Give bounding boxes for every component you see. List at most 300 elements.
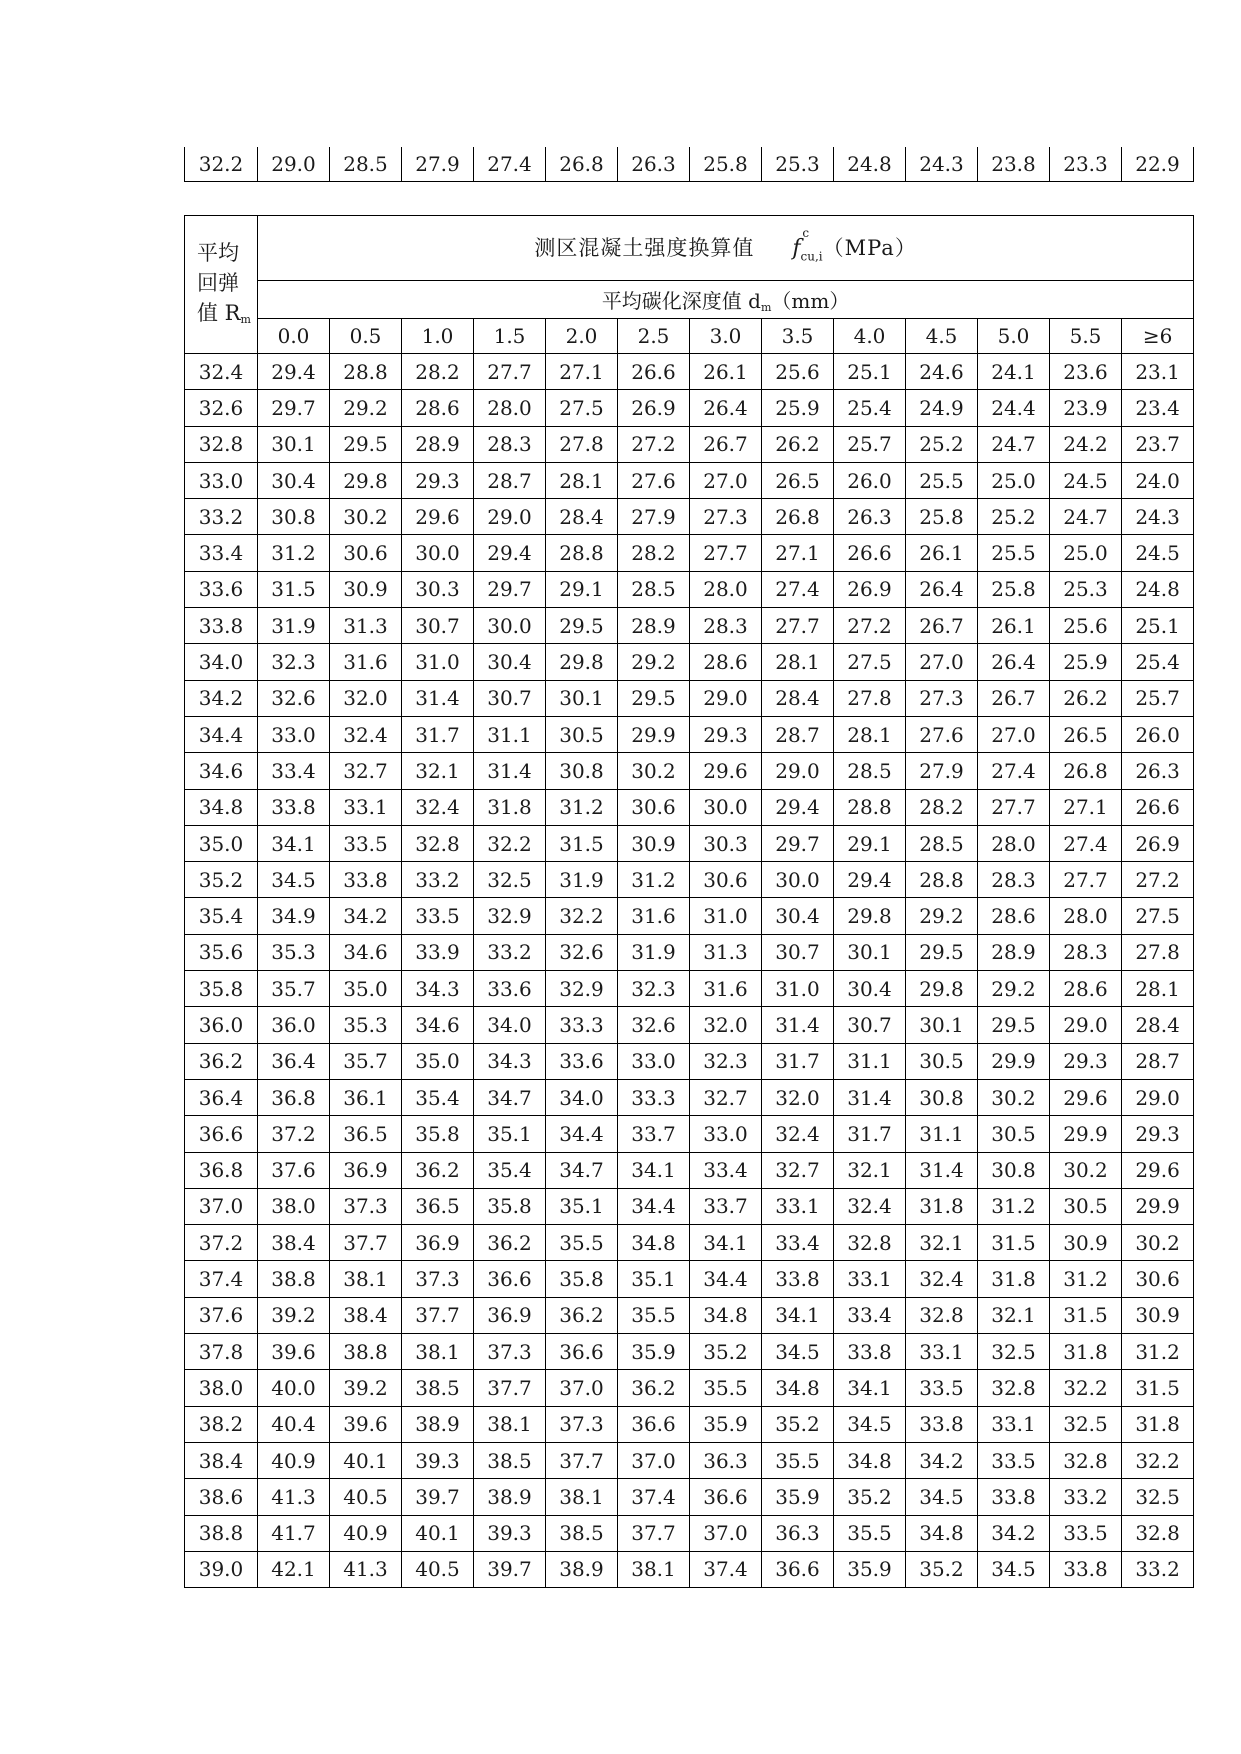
column-header-depth: 0.0 [258,319,330,354]
strength-value-cell: 37.0 [690,1515,762,1551]
strength-value-cell: 25.2 [906,426,978,462]
strength-value-cell: 28.9 [618,608,690,644]
strength-value-cell: 31.6 [330,644,402,680]
strength-value-cell: 31.8 [906,1188,978,1224]
strength-value-cell: 25.0 [978,462,1050,498]
strength-value-cell: 26.4 [978,644,1050,680]
table-row [185,1551,1194,1587]
strength-value-cell: 29.2 [330,390,402,426]
strength-value-cell: 40.5 [330,1479,402,1515]
strength-value-cell: 32.5 [474,862,546,898]
rebound-value-cell: 34.8 [185,789,258,825]
strength-value-cell: 27.8 [546,426,618,462]
strength-value-cell: 35.3 [330,1007,402,1043]
strength-value-cell: 33.8 [762,1261,834,1297]
strength-value-cell: 27.7 [690,535,762,571]
carbonation-depth-subscript: m [760,301,772,314]
strength-value-cell: 25.8 [978,571,1050,607]
strength-value-cell: 24.5 [1050,462,1122,498]
table-row [185,535,1194,571]
strength-value-cell: 34.5 [978,1551,1050,1587]
strength-value-cell: 30.2 [618,753,690,789]
strength-value-cell: 31.4 [474,753,546,789]
strength-value-cell: 29.2 [618,644,690,680]
strength-value-cell: 26.9 [1122,825,1194,861]
strength-value-cell: 29.6 [690,753,762,789]
strength-value-cell: 33.9 [402,934,474,970]
strength-value-cell: 31.9 [618,934,690,970]
strength-value-cell: 25.3 [762,147,834,182]
strength-value-cell: 27.1 [1050,789,1122,825]
strength-value-cell: 36.6 [690,1479,762,1515]
strength-value-cell: 36.6 [474,1261,546,1297]
strength-value-cell: 35.3 [258,934,330,970]
strength-value-cell: 29.0 [1050,1007,1122,1043]
strength-value-cell: 34.5 [762,1334,834,1370]
rebound-value-cell: 36.0 [185,1007,258,1043]
table-row [185,644,1194,680]
strength-value-cell: 33.2 [1050,1479,1122,1515]
strength-value-cell: 34.7 [546,1152,618,1188]
strength-value-cell: 30.7 [762,934,834,970]
strength-value-cell: 29.0 [762,753,834,789]
strength-value-cell: 39.3 [402,1442,474,1478]
strength-value-cell: 32.2 [1122,1442,1194,1478]
strength-value-cell: 27.9 [906,753,978,789]
strength-value-cell: 30.3 [690,825,762,861]
strength-value-cell: 35.0 [330,971,402,1007]
table-row [185,1225,1194,1261]
strength-value-cell: 36.3 [762,1515,834,1551]
strength-value-cell: 29.0 [474,499,546,535]
strength-value-cell: 32.7 [690,1079,762,1115]
strength-value-cell: 28.2 [618,535,690,571]
strength-value-cell: 31.9 [546,862,618,898]
strength-value-cell: 33.5 [402,898,474,934]
table-title-text: 测区混凝土强度换算值 [534,236,755,261]
strength-value-cell: 25.4 [834,390,906,426]
strength-value-cell: 31.6 [690,971,762,1007]
strength-value-cell: 30.0 [690,789,762,825]
strength-value-cell: 33.1 [762,1188,834,1224]
strength-value-cell: 32.3 [258,644,330,680]
strength-value-cell: 24.7 [1050,499,1122,535]
strength-value-cell: 27.4 [762,571,834,607]
strength-value-cell: 41.3 [330,1551,402,1587]
strength-value-cell: 39.2 [258,1297,330,1333]
strength-value-cell: 30.8 [978,1152,1050,1188]
strength-value-cell: 34.9 [258,898,330,934]
column-header-depth: 5.5 [1050,319,1122,354]
strength-value-cell: 39.3 [474,1515,546,1551]
row-label-line3: 值 R [197,301,241,325]
strength-value-cell: 33.0 [258,716,330,752]
strength-value-cell: 38.1 [546,1479,618,1515]
strength-value-cell: 36.0 [258,1007,330,1043]
strength-value-cell: 31.5 [546,825,618,861]
strength-value-cell: 31.3 [690,934,762,970]
strength-value-cell: 32.5 [1050,1406,1122,1442]
strength-value-cell: 36.6 [618,1406,690,1442]
column-header-depth: 1.0 [402,319,474,354]
strength-value-cell: 28.1 [1122,971,1194,1007]
strength-value-cell: 32.6 [258,680,330,716]
table-row [185,1406,1194,1442]
strength-value-cell: 30.5 [978,1116,1050,1152]
strength-value-cell: 30.5 [906,1043,978,1079]
strength-symbol-sub: cu,i [800,249,823,264]
strength-value-cell: 27.5 [834,644,906,680]
strength-value-cell: 25.0 [1050,535,1122,571]
rebound-value-cell: 38.6 [185,1479,258,1515]
strength-value-cell: 27.6 [618,462,690,498]
strength-value-cell: 36.3 [690,1442,762,1478]
strength-value-cell: 30.5 [1050,1188,1122,1224]
strength-value-cell: 26.9 [618,390,690,426]
strength-value-cell: 38.9 [546,1551,618,1587]
strength-value-cell: 31.8 [978,1261,1050,1297]
strength-value-cell: 34.1 [762,1297,834,1333]
strength-value-cell: 37.3 [402,1261,474,1297]
strength-value-cell: 33.8 [906,1406,978,1442]
column-header-depth: 1.5 [474,319,546,354]
table-row [185,1479,1194,1515]
strength-value-cell: 31.0 [402,644,474,680]
strength-value-cell: 30.6 [618,789,690,825]
strength-value-cell: 29.9 [1122,1188,1194,1224]
strength-value-cell: 25.9 [762,390,834,426]
table-row [185,753,1194,789]
strength-value-cell: 26.5 [1050,716,1122,752]
rebound-value-cell: 37.0 [185,1188,258,1224]
table-row [185,1043,1194,1079]
rebound-value-cell: 38.2 [185,1406,258,1442]
strength-value-cell: 28.5 [618,571,690,607]
header-title-row [185,216,1194,281]
column-header-depth: 2.0 [546,319,618,354]
table-row [185,1442,1194,1478]
strength-value-cell: 39.6 [330,1406,402,1442]
strength-value-cell: 31.6 [618,898,690,934]
strength-value-cell: 39.6 [258,1334,330,1370]
strength-value-cell: 25.5 [978,535,1050,571]
strength-value-cell: 28.8 [546,535,618,571]
strength-value-cell: 33.1 [906,1334,978,1370]
strength-value-cell: 34.0 [546,1079,618,1115]
strength-value-cell: 28.8 [834,789,906,825]
row-label-line2: 回弹 [197,271,239,295]
strength-value-cell: 30.4 [258,462,330,498]
rebound-value-cell: 37.2 [185,1225,258,1261]
strength-value-cell: 30.6 [330,535,402,571]
strength-value-cell: 32.8 [1122,1515,1194,1551]
table-row [185,789,1194,825]
strength-value-cell: 28.9 [978,934,1050,970]
strength-value-cell: 37.4 [690,1551,762,1587]
strength-value-cell: 24.1 [978,354,1050,390]
column-header-row [185,319,1194,354]
strength-value-cell: 29.5 [546,608,618,644]
strength-value-cell: 24.3 [906,147,978,182]
strength-value-cell: 30.2 [1050,1152,1122,1188]
strength-value-cell: 29.0 [690,680,762,716]
rebound-value-cell: 33.6 [185,571,258,607]
strength-value-cell: 37.6 [258,1152,330,1188]
carbonation-depth-header [258,281,1194,319]
strength-value-cell: 29.5 [330,426,402,462]
strength-value-cell: 31.2 [1122,1334,1194,1370]
table-row [185,1079,1194,1115]
table-row [185,462,1194,498]
strength-value-cell: 34.5 [906,1479,978,1515]
rebound-value-cell: 38.4 [185,1442,258,1478]
strength-value-cell: 23.9 [1050,390,1122,426]
strength-value-cell: 38.8 [258,1261,330,1297]
strength-value-cell: 31.0 [690,898,762,934]
strength-value-cell: 29.4 [258,354,330,390]
strength-value-cell: 29.7 [258,390,330,426]
strength-value-cell: 26.7 [978,680,1050,716]
strength-value-cell: 32.8 [834,1225,906,1261]
strength-value-cell: 27.3 [690,499,762,535]
strength-value-cell: 29.8 [546,644,618,680]
strength-value-cell: 23.3 [1050,147,1122,182]
strength-value-cell: 37.7 [546,1442,618,1478]
strength-value-cell: 38.1 [474,1406,546,1442]
strength-value-cell: 31.0 [762,971,834,1007]
fragment-row [185,147,1194,182]
strength-value-cell: 25.9 [1050,644,1122,680]
strength-value-cell: 32.4 [906,1261,978,1297]
strength-value-cell: 29.5 [618,680,690,716]
column-header-depth: 0.5 [330,319,402,354]
strength-value-cell: 32.6 [546,934,618,970]
strength-value-cell: 29.6 [1122,1152,1194,1188]
strength-value-cell: 29.7 [762,825,834,861]
strength-value-cell: 27.3 [906,680,978,716]
table-row [185,934,1194,970]
strength-value-cell: 30.0 [402,535,474,571]
strength-value-cell: 30.2 [1122,1225,1194,1261]
strength-value-cell: 27.1 [762,535,834,571]
strength-value-cell: 28.7 [762,716,834,752]
strength-value-cell: 30.7 [402,608,474,644]
strength-value-cell: 24.0 [1122,462,1194,498]
table-row [185,608,1194,644]
strength-value-cell: 31.8 [474,789,546,825]
rebound-value-cell: 37.6 [185,1297,258,1333]
table-row [185,1297,1194,1333]
strength-value-cell: 33.8 [978,1479,1050,1515]
strength-value-cell: 30.4 [834,971,906,1007]
strength-value-cell: 29.9 [978,1043,1050,1079]
strength-value-cell: 29.0 [1122,1079,1194,1115]
strength-value-cell: 33.8 [258,789,330,825]
strength-value-cell: 27.8 [1122,934,1194,970]
strength-value-cell: 36.2 [546,1297,618,1333]
strength-value-cell: 24.7 [978,426,1050,462]
strength-value-cell: 25.5 [906,462,978,498]
rebound-value-cell: 34.6 [185,753,258,789]
rebound-value-cell: 38.8 [185,1515,258,1551]
strength-value-cell: 31.4 [402,680,474,716]
strength-value-cell: 24.3 [1122,499,1194,535]
rebound-value-cell: 32.8 [185,426,258,462]
column-header-depth: 5.0 [978,319,1050,354]
strength-value-cell: 40.1 [402,1515,474,1551]
strength-value-cell: 27.6 [906,716,978,752]
column-header-depth: 3.5 [762,319,834,354]
strength-value-cell: 29.8 [834,898,906,934]
rebound-value-cell: 35.0 [185,825,258,861]
strength-value-cell: 29.8 [906,971,978,1007]
strength-value-cell: 33.5 [906,1370,978,1406]
strength-value-cell: 28.1 [546,462,618,498]
strength-value-cell: 28.2 [906,789,978,825]
strength-value-cell: 33.0 [618,1043,690,1079]
strength-value-cell: 26.6 [618,354,690,390]
strength-value-cell: 28.8 [906,862,978,898]
strength-value-cell: 25.6 [762,354,834,390]
strength-value-cell: 27.9 [618,499,690,535]
strength-value-cell: 38.4 [330,1297,402,1333]
strength-value-cell: 31.5 [1122,1370,1194,1406]
table-row [185,1152,1194,1188]
strength-value-cell: 32.0 [330,680,402,716]
strength-value-cell: 34.3 [474,1043,546,1079]
rebound-value-cell: 39.0 [185,1551,258,1587]
strength-value-cell: 42.1 [258,1551,330,1587]
table-row [185,825,1194,861]
column-header-depth: 2.5 [618,319,690,354]
strength-value-cell: 31.1 [474,716,546,752]
strength-value-cell: 34.8 [834,1442,906,1478]
strength-value-cell: 40.0 [258,1370,330,1406]
strength-value-cell: 36.2 [402,1152,474,1188]
strength-value-cell: 32.3 [690,1043,762,1079]
strength-value-cell: 26.8 [1050,753,1122,789]
strength-value-cell: 31.2 [1050,1261,1122,1297]
strength-value-cell: 36.5 [402,1188,474,1224]
strength-value-cell: 35.5 [690,1370,762,1406]
strength-value-cell: 32.0 [690,1007,762,1043]
strength-value-cell: 32.9 [474,898,546,934]
strength-value-cell: 28.6 [402,390,474,426]
strength-value-cell: 36.2 [474,1225,546,1261]
carbonation-depth-label: 平均碳化深度值 d [601,289,761,313]
strength-value-cell: 25.2 [978,499,1050,535]
strength-value-cell: 30.4 [762,898,834,934]
strength-value-cell: 29.1 [546,571,618,607]
strength-value-cell: 25.3 [1050,571,1122,607]
strength-value-cell: 33.1 [978,1406,1050,1442]
strength-value-cell: 26.6 [834,535,906,571]
table-row [185,426,1194,462]
strength-value-cell: 34.4 [546,1116,618,1152]
rebound-value-cell: 34.0 [185,644,258,680]
strength-value-cell: 31.1 [834,1043,906,1079]
strength-value-cell: 33.8 [330,862,402,898]
rebound-value-cell: 33.4 [185,535,258,571]
strength-value-cell: 26.0 [1122,716,1194,752]
strength-value-cell: 28.0 [1050,898,1122,934]
strength-value-cell: 28.3 [690,608,762,644]
strength-value-cell: 31.7 [762,1043,834,1079]
strength-value-cell: 35.1 [618,1261,690,1297]
strength-value-cell: 38.1 [402,1334,474,1370]
rebound-value-cell: 33.2 [185,499,258,535]
strength-value-cell: 35.2 [834,1479,906,1515]
strength-value-cell: 40.9 [330,1515,402,1551]
strength-value-cell: 31.2 [618,862,690,898]
strength-value-cell: 32.2 [546,898,618,934]
strength-value-cell: 33.5 [330,825,402,861]
strength-value-cell: 29.3 [690,716,762,752]
header-subtitle-row [185,281,1194,319]
strength-value-cell: 29.6 [1050,1079,1122,1115]
strength-value-cell: 32.1 [834,1152,906,1188]
strength-value-cell: 35.4 [402,1079,474,1115]
strength-value-cell: 37.4 [618,1479,690,1515]
strength-value-cell: 33.4 [690,1152,762,1188]
strength-value-cell: 34.7 [474,1079,546,1115]
strength-value-cell: 34.8 [618,1225,690,1261]
strength-value-cell: 26.2 [1050,680,1122,716]
strength-value-cell: 30.1 [258,426,330,462]
strength-value-cell: 32.4 [330,716,402,752]
strength-value-cell: 33.1 [834,1261,906,1297]
strength-value-cell: 30.9 [1122,1297,1194,1333]
strength-value-cell: 32.7 [330,753,402,789]
strength-value-cell: 32.9 [546,971,618,1007]
strength-value-cell: 28.0 [690,571,762,607]
strength-value-cell: 30.2 [978,1079,1050,1115]
strength-value-cell: 37.3 [474,1334,546,1370]
strength-value-cell: 29.6 [402,499,474,535]
table-row [185,971,1194,1007]
strength-value-cell: 38.5 [474,1442,546,1478]
strength-value-cell: 38.5 [546,1515,618,1551]
strength-value-cell: 28.4 [1122,1007,1194,1043]
strength-value-cell: 26.1 [978,608,1050,644]
strength-value-cell: 31.5 [1050,1297,1122,1333]
strength-value-cell: 29.2 [906,898,978,934]
strength-value-cell: 32.7 [762,1152,834,1188]
strength-value-cell: 29.9 [1050,1116,1122,1152]
strength-value-cell: 34.0 [474,1007,546,1043]
column-header-depth: ≥6 [1122,319,1194,354]
strength-value-cell: 28.7 [1122,1043,1194,1079]
strength-value-cell: 32.8 [906,1297,978,1333]
strength-value-cell: 28.3 [474,426,546,462]
strength-value-cell: 34.1 [834,1370,906,1406]
strength-value-cell: 29.4 [834,862,906,898]
strength-value-cell: 40.5 [402,1551,474,1587]
strength-value-cell: 26.3 [834,499,906,535]
table-row [185,390,1194,426]
strength-value-cell: 38.1 [330,1261,402,1297]
rebound-value-cell: 35.2 [185,862,258,898]
strength-value-cell: 28.5 [834,753,906,789]
strength-value-cell: 41.3 [258,1479,330,1515]
rebound-value-cell: 36.6 [185,1116,258,1152]
strength-value-cell: 26.7 [690,426,762,462]
strength-value-cell: 35.9 [618,1334,690,1370]
strength-value-cell: 29.0 [258,147,330,182]
rebound-value-cell: 35.8 [185,971,258,1007]
strength-value-cell: 35.5 [762,1442,834,1478]
rebound-value-cell: 38.0 [185,1370,258,1406]
